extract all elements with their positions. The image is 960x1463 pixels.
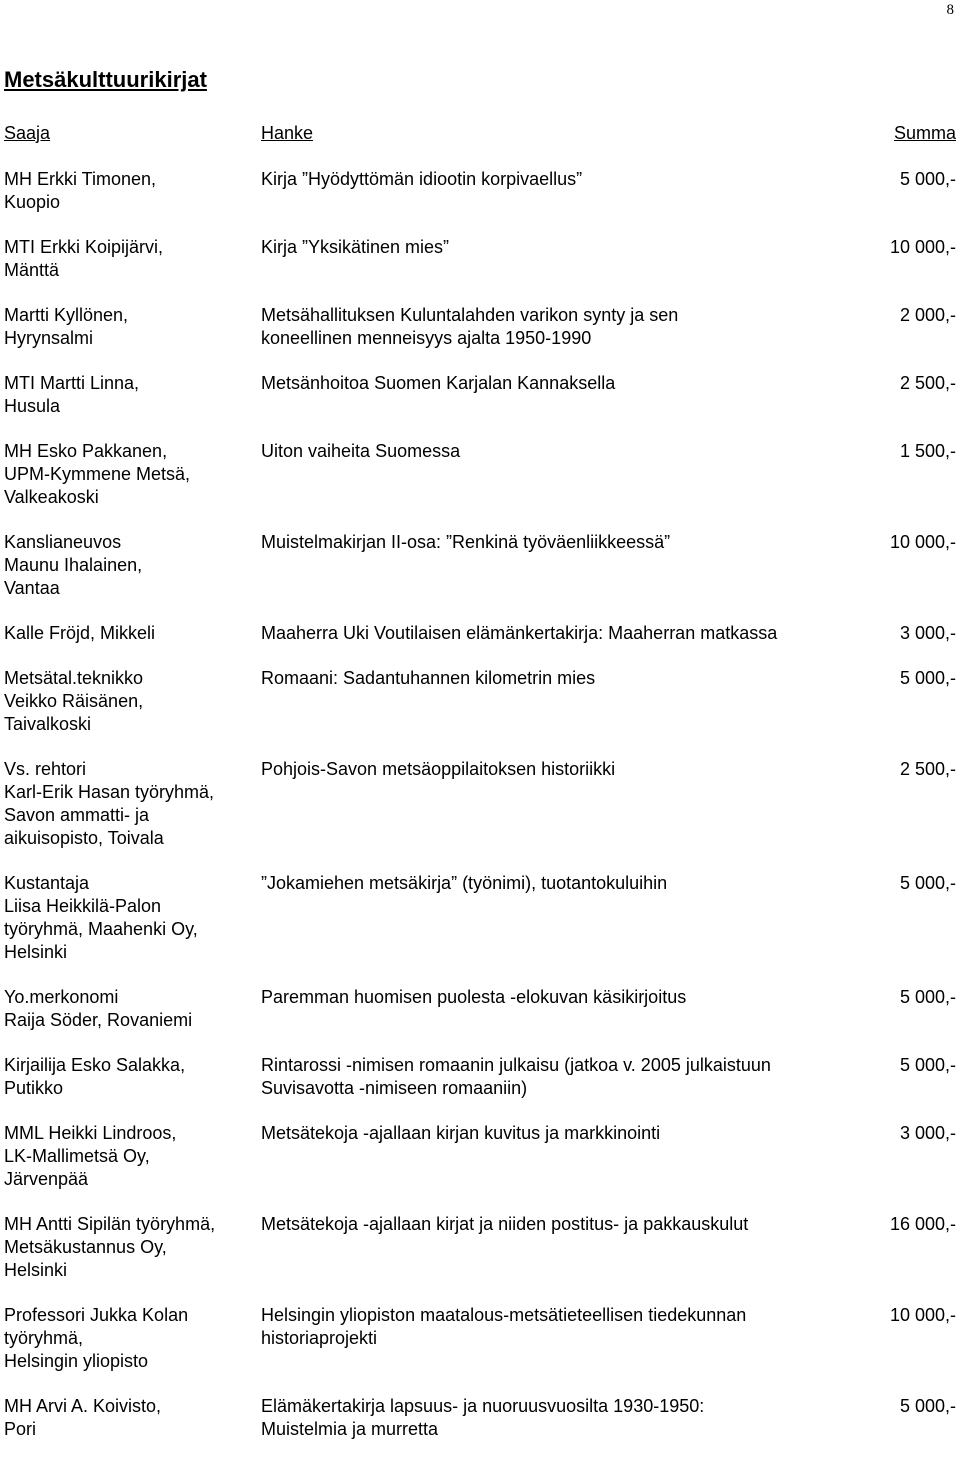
recipient-line: Kuopio bbox=[4, 192, 61, 212]
project-line: Muistelmia ja murretta bbox=[261, 1419, 439, 1439]
recipient-line: Vs. rehtori bbox=[4, 759, 87, 779]
recipient-cell bbox=[4, 440, 261, 509]
amount-cell: 5 000,- bbox=[899, 1396, 956, 1416]
column-header-project: Hanke bbox=[261, 123, 314, 143]
project-line: Suvisavotta -nimiseen romaaniin) bbox=[261, 1078, 528, 1098]
amount-cell: 5 000,- bbox=[899, 169, 956, 189]
project-cell bbox=[261, 758, 846, 850]
amount-cell: 1 500,- bbox=[899, 441, 956, 461]
project-cell bbox=[261, 168, 846, 214]
recipient-line: Savon ammatti- ja bbox=[4, 805, 150, 825]
recipient-line: Martti Kyllönen, bbox=[4, 305, 129, 325]
recipient-line: UPM-Kymmene Metsä, bbox=[4, 464, 191, 484]
amount-cell: 2 500,- bbox=[899, 373, 956, 393]
recipient-line: Yo.merkonomi bbox=[4, 987, 119, 1007]
amount-cell: 10 000,- bbox=[889, 1305, 956, 1325]
amount-cell: 3 000,- bbox=[899, 1123, 956, 1143]
recipient-line: Järvenpää bbox=[4, 1169, 89, 1189]
project-cell bbox=[261, 667, 846, 736]
recipient-line: Pori bbox=[4, 1419, 37, 1439]
recipient-line: Vantaa bbox=[4, 578, 60, 598]
amount-cell: 2 000,- bbox=[899, 305, 956, 325]
column-header-amount: Summa bbox=[893, 123, 956, 143]
page-number: 8 bbox=[946, 2, 954, 18]
recipient-line: Metsäkustannus Oy, bbox=[4, 1237, 167, 1257]
project-line: Elämäkertakirja lapsuus- ja nuoruusvuosilta 1930-1950: bbox=[261, 1396, 705, 1416]
recipient-line: LK-Mallimetsä Oy, bbox=[4, 1146, 150, 1166]
project-line: Rintarossi -nimisen romaanin julkaisu (jatkoa v. 2005 julkaistuun bbox=[261, 1055, 771, 1075]
recipient-line: Hyrynsalmi bbox=[4, 328, 94, 348]
recipient-line: MH Erkki Timonen, bbox=[4, 169, 157, 189]
recipient-line: Valkeakoski bbox=[4, 487, 99, 507]
amount-cell: 10 000,- bbox=[889, 532, 956, 552]
recipient-line: Helsingin yliopisto bbox=[4, 1351, 149, 1371]
project-cell bbox=[261, 1395, 846, 1441]
project-line: Kirja ”Hyödyttömän idiootin korpivaellus” bbox=[261, 169, 583, 189]
recipient-line: Karl-Erik Hasan työryhmä, bbox=[4, 782, 215, 802]
recipient-cell bbox=[4, 986, 261, 1032]
recipient-cell bbox=[4, 236, 261, 282]
recipient-cell bbox=[4, 304, 261, 350]
project-line: Pohjois-Savon metsäoppilaitoksen historiikki bbox=[261, 759, 616, 779]
recipient-line: Taivalkoski bbox=[4, 714, 92, 734]
recipient-line: Kirjailija Esko Salakka, bbox=[4, 1055, 186, 1075]
amount-cell: 3 000,- bbox=[899, 623, 956, 643]
recipient-line: Metsätal.teknikko bbox=[4, 668, 144, 688]
project-line: historiaprojekti bbox=[261, 1328, 378, 1348]
recipient-line: Kanslianeuvos bbox=[4, 532, 122, 552]
table-row bbox=[4, 872, 956, 964]
recipient-line: Helsinki bbox=[4, 1260, 68, 1280]
amount-cell: 5 000,- bbox=[899, 987, 956, 1007]
recipient-cell bbox=[4, 1395, 261, 1441]
recipient-cell bbox=[4, 758, 261, 850]
project-cell bbox=[261, 236, 846, 282]
recipient-line: työryhmä, bbox=[4, 1328, 84, 1348]
column-header-recipient: Saaja bbox=[4, 123, 51, 143]
recipient-cell bbox=[4, 1304, 261, 1373]
recipient-line: MTI Martti Linna, bbox=[4, 373, 140, 393]
project-line: Romaani: Sadantuhannen kilometrin mies bbox=[261, 668, 596, 688]
table-row bbox=[4, 986, 956, 1032]
recipient-line: aikuisopisto, Toivala bbox=[4, 828, 164, 848]
project-cell bbox=[261, 531, 846, 600]
recipient-line: Kalle Fröjd, Mikkeli bbox=[4, 623, 156, 643]
recipient-line: Liisa Heikkilä-Palon bbox=[4, 896, 162, 916]
recipient-line: MH Antti Sipilän työryhmä, bbox=[4, 1214, 216, 1234]
project-cell bbox=[261, 872, 846, 964]
recipient-line: Veikko Räisänen, bbox=[4, 691, 144, 711]
project-line: ”Jokamiehen metsäkirja” (työnimi), tuotantokuluihin bbox=[261, 873, 668, 893]
table-row bbox=[4, 758, 956, 850]
project-line: Maaherra Uki Voutilaisen elämänkertakirja: Maaherran matkassa bbox=[261, 623, 778, 643]
recipient-cell bbox=[4, 1054, 261, 1100]
recipient-line: Mänttä bbox=[4, 260, 60, 280]
table-row bbox=[4, 667, 956, 736]
recipient-line: MTI Erkki Koipijärvi, bbox=[4, 237, 164, 257]
table-row bbox=[4, 1213, 956, 1282]
amount-cell: 5 000,- bbox=[899, 668, 956, 688]
amount-cell: 5 000,- bbox=[899, 873, 956, 893]
project-cell bbox=[261, 622, 846, 645]
table-body bbox=[4, 168, 956, 1441]
table-row bbox=[4, 622, 956, 645]
project-cell bbox=[261, 986, 846, 1032]
project-line: Paremman huomisen puolesta -elokuvan käsikirjoitus bbox=[261, 987, 687, 1007]
project-cell bbox=[261, 1213, 846, 1282]
recipient-cell bbox=[4, 168, 261, 214]
table-row bbox=[4, 168, 956, 214]
project-cell bbox=[261, 1054, 846, 1100]
project-line: Uiton vaiheita Suomessa bbox=[261, 441, 461, 461]
table-row bbox=[4, 304, 956, 350]
recipient-line: Helsinki bbox=[4, 942, 68, 962]
section-title: Metsäkulttuurikirjat bbox=[4, 67, 207, 92]
amount-cell: 2 500,- bbox=[899, 759, 956, 779]
project-cell bbox=[261, 372, 846, 418]
recipient-line: Professori Jukka Kolan bbox=[4, 1305, 189, 1325]
project-line: Helsingin yliopiston maatalous-metsätieteellisen tiedekunnan bbox=[261, 1305, 747, 1325]
recipient-cell bbox=[4, 531, 261, 600]
table-row bbox=[4, 1054, 956, 1100]
table-row bbox=[4, 440, 956, 509]
recipient-line: Kustantaja bbox=[4, 873, 90, 893]
recipient-cell bbox=[4, 872, 261, 964]
recipient-cell bbox=[4, 622, 261, 645]
recipient-line: MH Esko Pakkanen, bbox=[4, 441, 168, 461]
project-line: Kirja ”Yksikätinen mies” bbox=[261, 237, 450, 257]
table-row bbox=[4, 1395, 956, 1441]
amount-cell: 5 000,- bbox=[899, 1055, 956, 1075]
recipient-cell bbox=[4, 1122, 261, 1191]
table-row bbox=[4, 1122, 956, 1191]
table-row bbox=[4, 531, 956, 600]
table-row bbox=[4, 372, 956, 418]
recipient-line: Husula bbox=[4, 396, 61, 416]
recipient-cell bbox=[4, 372, 261, 418]
recipient-line: MML Heikki Lindroos, bbox=[4, 1123, 177, 1143]
project-cell bbox=[261, 1304, 846, 1373]
amount-cell: 16 000,- bbox=[889, 1214, 956, 1234]
recipient-line: MH Arvi A. Koivisto, bbox=[4, 1396, 162, 1416]
table-row bbox=[4, 236, 956, 282]
recipient-line: työryhmä, Maahenki Oy, bbox=[4, 919, 198, 939]
recipient-line: Putikko bbox=[4, 1078, 64, 1098]
project-line: Muistelmakirjan II-osa: ”Renkinä työväenliikkeessä” bbox=[261, 532, 671, 552]
project-cell bbox=[261, 1122, 846, 1191]
grants-table bbox=[4, 122, 956, 1463]
recipient-cell bbox=[4, 667, 261, 736]
table-header bbox=[4, 122, 956, 145]
project-line: Metsähallituksen Kuluntalahden varikon synty ja sen bbox=[261, 305, 679, 325]
project-line: koneellinen menneisyys ajalta 1950-1990 bbox=[261, 328, 592, 348]
project-cell bbox=[261, 304, 846, 350]
table-row bbox=[4, 1304, 956, 1373]
recipient-line: Maunu Ihalainen, bbox=[4, 555, 143, 575]
amount-cell: 10 000,- bbox=[889, 237, 956, 257]
recipient-cell bbox=[4, 1213, 261, 1282]
project-line: Metsätekoja -ajallaan kirjat ja niiden postitus- ja pakkauskulut bbox=[261, 1214, 749, 1234]
project-line: Metsätekoja -ajallaan kirjan kuvitus ja markkinointi bbox=[261, 1123, 661, 1143]
project-line: Metsänhoitoa Suomen Karjalan Kannaksella bbox=[261, 373, 616, 393]
project-cell bbox=[261, 440, 846, 509]
recipient-line: Raija Söder, Rovaniemi bbox=[4, 1010, 193, 1030]
